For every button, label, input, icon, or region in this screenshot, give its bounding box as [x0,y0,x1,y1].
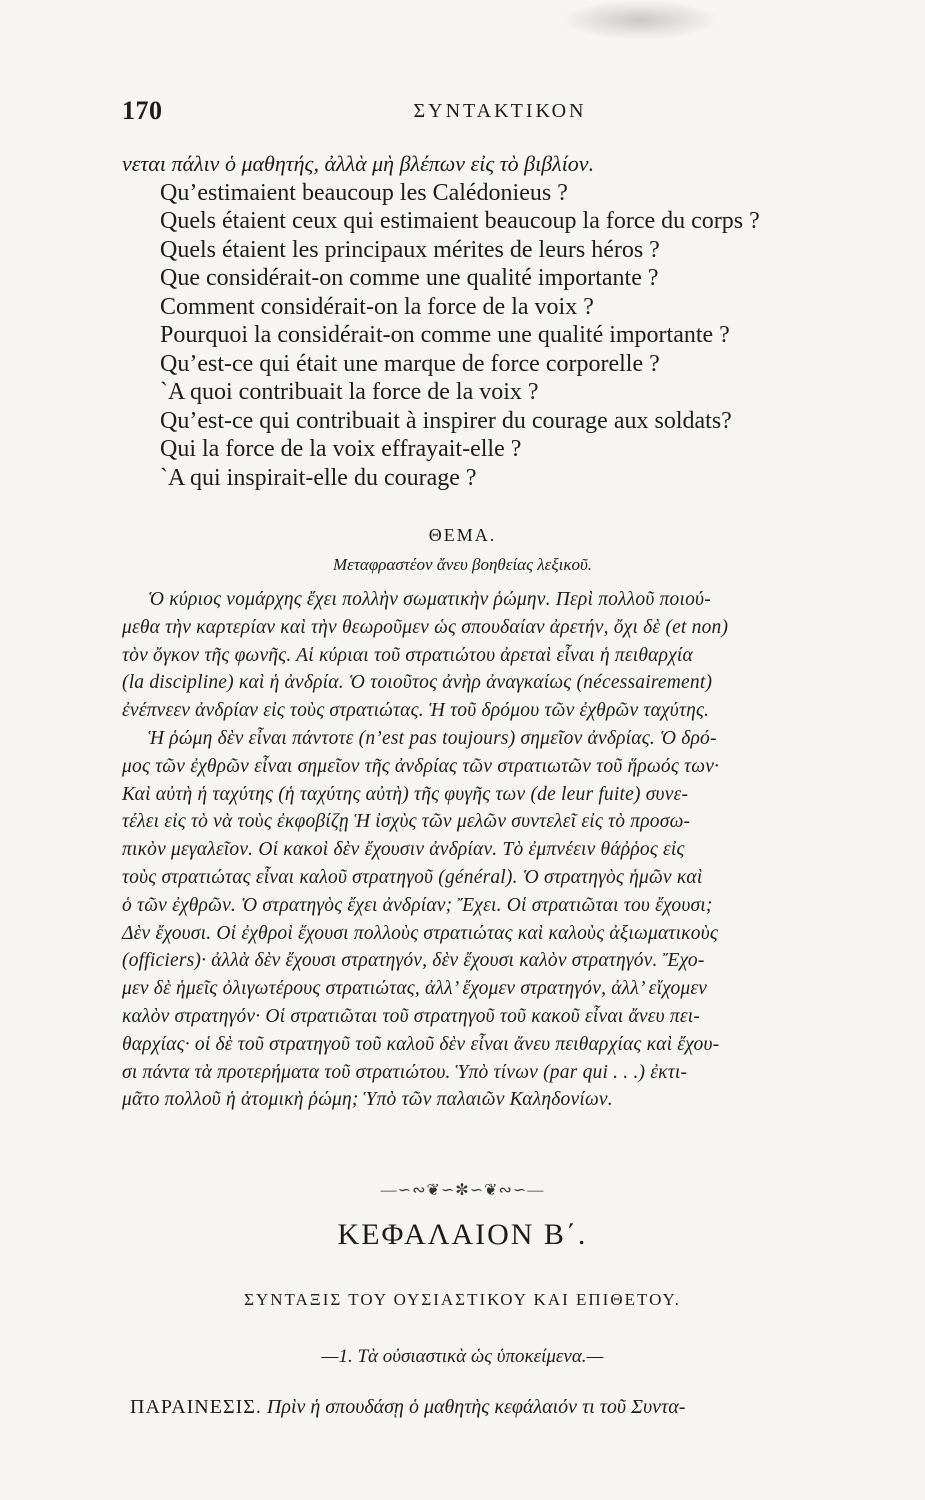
exercise-line: Καὶ αὐτὴ ἡ ταχύτης (ἡ ταχύτης αὐτὴ) τῆς φυγῆς των (de leur fuite) συνε- [122,783,689,805]
exercise-line: Ὁ κύριος νομάρχης ἔχει πολλὴν σωματικὴν ῥώμην. Περὶ πολλοῦ ποιού- [148,589,711,610]
exercise-line: σι πάντα τὰ προτερήματα τοῦ στρατιώτου. Ὑπὸ τίνων (par qui . . .) ἐκτι- [122,1061,688,1083]
question-line: Qu’estimaient beaucoup les Calédonieus ? [160,179,568,206]
question-line: Que considérait-on comme une qualité importante ? [160,265,659,291]
exercise-line: μεθα τὴν καρτερίαν καὶ τὴν θεωροῦμεν ὡς σπουδαίαν ἀρετήν, ὄχι δὲ (et non) [122,616,729,638]
exercise-line: τὸν ὄγκον τῆς φωνῆς. Αἱ κύριαι τοῦ στρατιώτου ἀρεταὶ εἶναι ἡ πειθαρχία [122,644,693,666]
question-line: `A quoi contribuait la force de la voix ? [160,379,539,405]
advice-paragraph [130,1396,890,1419]
exercise-line: καλὸν στρατηγόν· Οἱ στρατιῶται τοῦ στρατηγοῦ τοῦ κακοῦ εἶναι ἄνευ πει- [122,1005,701,1027]
question-line: Quels étaient les principaux mérites de leurs héros ? [160,236,660,263]
ornament-divider: —∽∾❦∽✼∽❦∾∽— [380,1182,545,1199]
question-list [122,150,882,492]
theme-title: ΘΕΜΑ. [428,525,497,545]
exercise-line: Δὲν ἔχουσι. Οἱ ἐχθροὶ ἔχουσι πολλοὺς στρατιώτας καὶ καλοὺς ἀξιωματικοὺς [122,922,718,944]
question-line: Qu’est-ce qui contribuait à inspirer du courage aux soldats? [160,407,732,434]
exercise-line: Ἡ ῥώμη δὲν εἶναι πάντοτε (n’est pas toujours) σημεῖον ἀνδρίας. Ὁ δρό- [148,727,717,749]
question-line: νεται πάλιν ὁ μαθητής, ἀλλὰ μὴ βλέπων εἰς τὸ βιβλίον. [122,151,595,176]
theme-subtitle: Μεταφραστέον ἄνευ βοηθείας λεξικοῦ. [332,555,593,574]
exercise-line: μᾶτο πολλοῦ ἡ ἀτομικὴ ῥώμη; Ὑπὸ τῶν παλαιῶν Καληδονίων. [122,1089,613,1111]
question-line: Comment considérait-on la force de la voix ? [160,293,594,320]
page-number: 170 [122,96,163,125]
advice-label: ΠΑΡΑΙΝΕΣΙΣ. [130,1396,262,1418]
rule-heading: —1. Τὰ οὐσιαστικὰ ὡς ὑποκείμενα.— [321,1346,604,1367]
exercise-line: μος τῶν ἐχθρῶν εἶναι σημεῖον τῆς ἀνδρίας τῶν στρατιωτῶν τοῦ ἥρωός των· [122,755,720,777]
exercise-line: ἐνέπνεεν ἀνδρίαν εἰς τοὺς στρατιώτας. Ἡ τοῦ δρόμου τῶν ἐχθρῶν ταχύτης. [122,700,710,722]
question-line: Qui la force de la voix effrayait-elle ? [160,436,522,462]
exercise-line: τέλει εἰς τὸ νὰ τοὺς ἐκφοβίζῃ Ἡ ἰσχὺς τῶν μελῶν συντελεῖ εἰς τὸ προσω- [122,811,691,833]
question-line: Quels étaient ceux qui estimaient beaucoup la force du corps ? [160,208,760,234]
exercise-line: μεν δὲ ἡμεῖς ὀλιγωτέρους στρατιώτας, ἀλλ’ ἔχομεν στρατηγόν, ἀλλ’ εἴχομεν [122,978,708,1000]
advice-body: Πρὶν ἡ σπουδάσῃ ὁ μαθητὴς κεφάλαιόν τι τοῦ Συντα- [266,1396,686,1418]
page-stain [560,0,720,40]
exercise-line: ὁ τῶν ἐχθρῶν. Ὁ στρατηγὸς ἔχει ἀνδρίαν; Ἔχει. Οἱ στρατιῶται του ἔχουσι; [122,894,713,916]
running-title: ΣΥΝΤΑΚΤΙΚΟΝ [413,100,587,122]
question-line: Pourquoi la considérait-on comme une qualité importante ? [160,322,730,348]
section-title: ΣΥΝΤΑΞΙΣ ΤΟΥ ΟΥΣΙΑΣΤΙΚΟΥ ΚΑΙ ΕΠΙΘΕΤΟΥ. [244,1290,681,1309]
exercise-line: (officiers)· ἀλλὰ δὲν ἔχουσι στρατηγόν, δὲν ἔχουσι καλὸν στρατηγόν. Ἔχο- [122,950,705,972]
exercise-line: πικὸν μεγαλεῖον. Οἱ κακοὶ δὲν ἔχουσιν ἀνδρίαν. Τὸ ἐμπνέειν θάῤῥος εἰς [122,839,685,861]
chapter-title: ΚΕΦΑΛΑΙΟΝ Β΄. [337,1218,588,1251]
exercise-line: τοὺς στρατιώτας εἶναι καλοῦ στρατηγοῦ (général). Ὁ στρατηγὸς ἡμῶν καὶ [122,866,703,888]
exercise-line: θαρχίας· οἱ δὲ τοῦ στρατηγοῦ τοῦ καλοῦ δὲν εἶναι ἄνευ πειθαρχίας καὶ ἔχου- [122,1033,720,1055]
question-line: `A qui inspirait-elle du courage ? [160,464,477,491]
question-line: Qu’est-ce qui était une marque de force corporelle ? [160,350,660,377]
exercise-line: (la discipline) καὶ ἡ ἀνδρία. Ὁ τοιοῦτος ἀνὴρ ἀναγκαίως (nécessairement) [122,672,713,694]
translation-exercise [122,586,882,1114]
page-header [122,96,878,130]
